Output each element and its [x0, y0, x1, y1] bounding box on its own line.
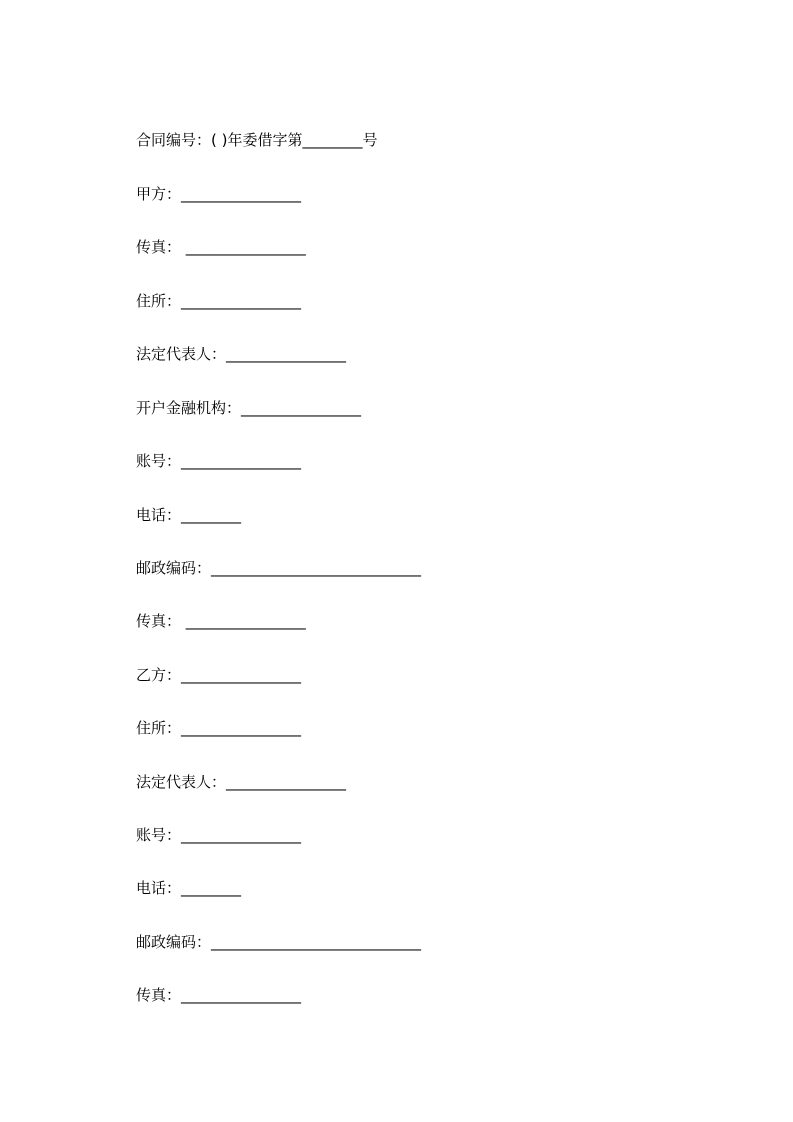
party-a-name: 甲方：________________ — [136, 185, 302, 203]
party-a-bank: 开户金融机构：________________ — [136, 399, 362, 417]
party-b-fax: 传真：________________ — [136, 986, 302, 1004]
party-a-phone: 电话：________ — [136, 506, 242, 524]
party-a-address: 住所：________________ — [136, 292, 302, 310]
party-b-postcode: 邮政编码：____________________________ — [136, 933, 422, 951]
party-b-account: 账号：________________ — [136, 826, 302, 844]
party-a-account: 账号：________________ — [136, 452, 302, 470]
party-b-legal-rep: 法定代表人：________________ — [136, 773, 347, 791]
party-a-postcode: 邮政编码：____________________________ — [136, 559, 422, 577]
contract-number: 合同编号：( )年委借字第________号 — [136, 131, 378, 149]
party-a-fax: 传真： ________________ — [136, 238, 306, 256]
party-a-legal-rep: 法定代表人：________________ — [136, 345, 347, 363]
party-b-address: 住所：________________ — [136, 719, 302, 737]
party-b-name: 乙方：________________ — [136, 666, 302, 684]
party-b-phone: 电话：________ — [136, 879, 242, 897]
party-a-fax-2: 传真： ________________ — [136, 612, 306, 630]
